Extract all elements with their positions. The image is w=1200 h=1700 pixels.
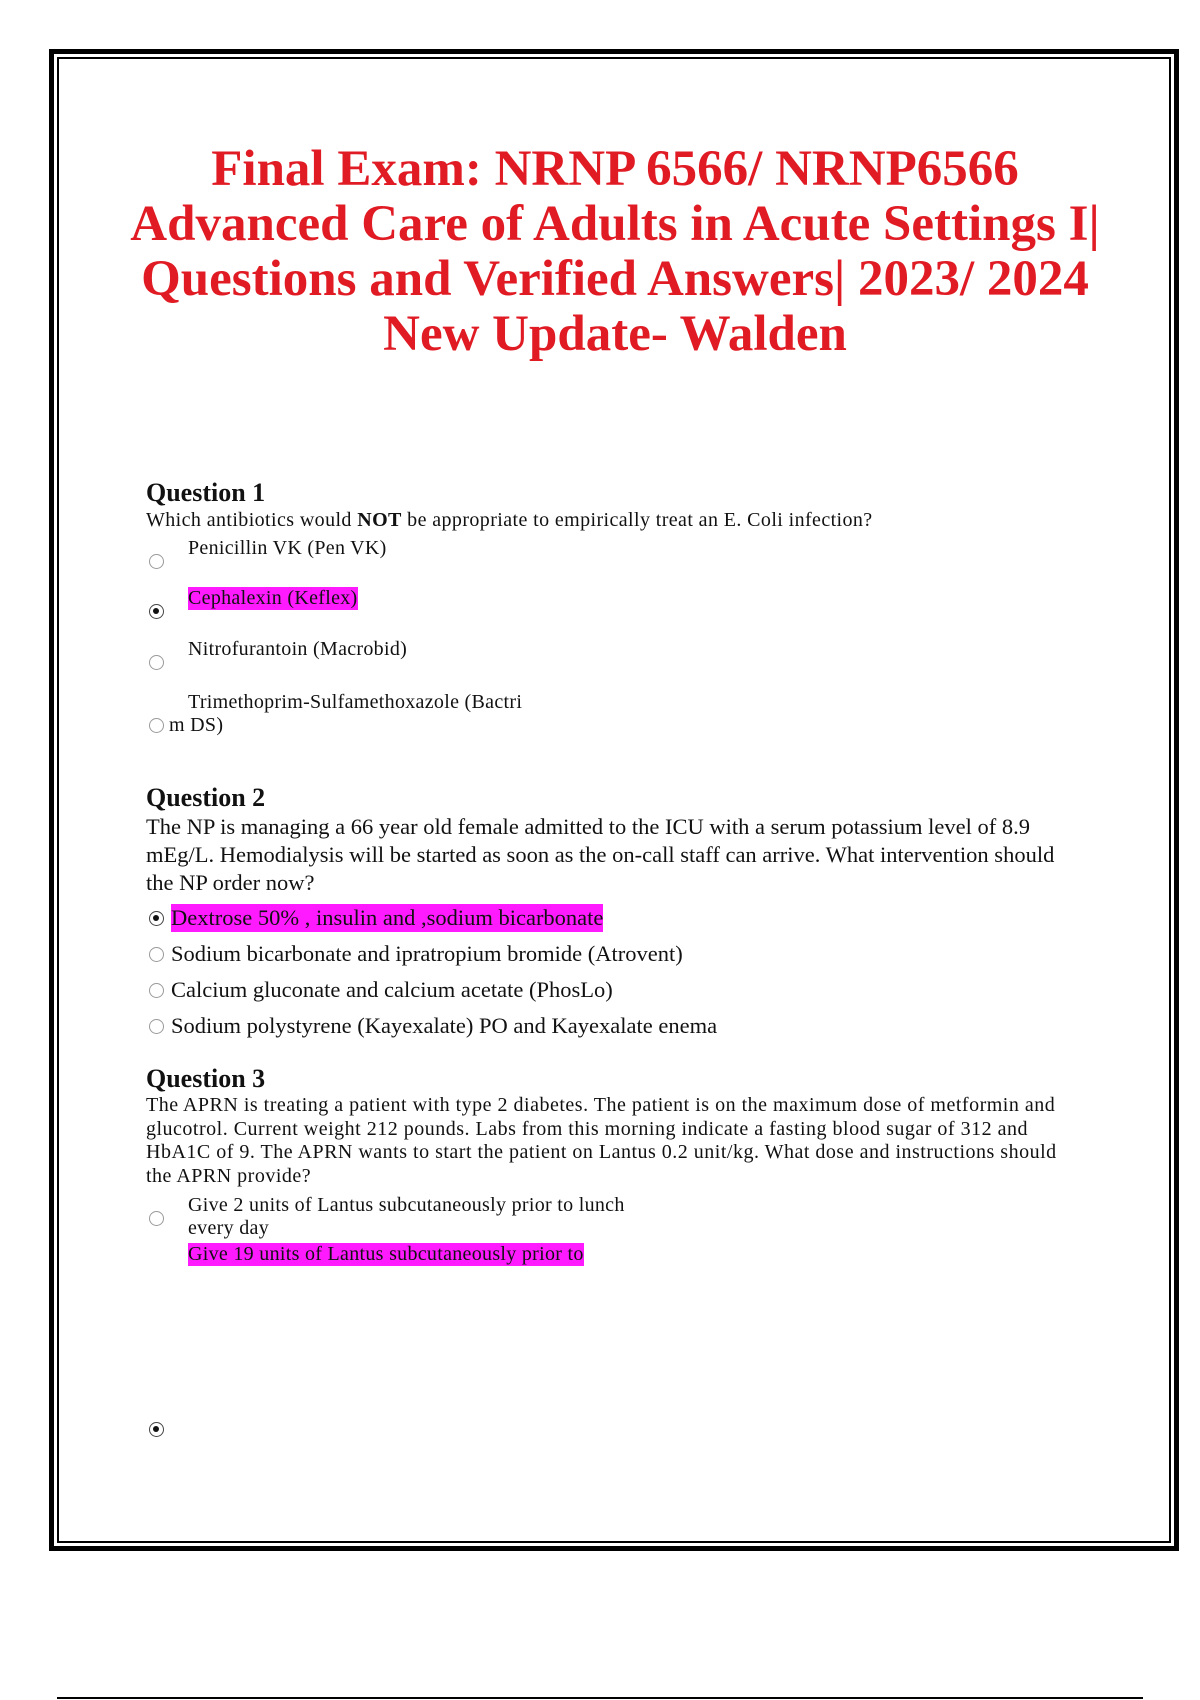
q1-option-1-label[interactable]: Penicillin VK (Pen VK) <box>188 537 387 559</box>
question-3-heading: Question 3 <box>146 1064 266 1093</box>
q2-option-2-radio[interactable] <box>149 947 164 962</box>
question-1-text-end: be appropriate to empirically treat an E. Coli infection? <box>401 509 873 531</box>
q3-option-1-label-line1[interactable]: Give 2 units of Lantus subcutaneously prior to lunch <box>188 1194 625 1216</box>
q1-option-4-label-line2[interactable]: m DS) <box>169 714 224 736</box>
q1-option-2-radio[interactable] <box>149 604 164 619</box>
q3-option-1-label-line2[interactable]: every day <box>188 1217 269 1239</box>
question-1-text-emphasis: NOT <box>357 509 402 531</box>
q1-option-3-label[interactable]: Nitrofurantoin (Macrobid) <box>188 638 408 660</box>
question-2-heading: Question 2 <box>146 783 266 812</box>
q1-option-4-radio[interactable] <box>149 718 164 733</box>
question-2 <box>146 783 1076 897</box>
q2-option-2-label[interactable]: Sodium bicarbonate and ipratropium bromide (Atrovent) <box>171 941 683 966</box>
document-title: Final Exam: NRNP 6566/ NRNP6566 Advanced Care of Adults in Acute Settings I| Questions and Verified Answers| 2023/ 2024 New Update- Walden <box>130 141 1100 362</box>
question-1-text-start: Which antibiotics would <box>146 509 358 531</box>
q2-option-1-radio[interactable] <box>149 911 164 926</box>
q3-option-2-label[interactable]: Give 19 units of Lantus subcutaneously prior to <box>188 1243 584 1265</box>
q3-option-1-radio[interactable] <box>149 1211 164 1226</box>
q2-option-4-radio[interactable] <box>149 1019 164 1034</box>
question-3 <box>146 1064 1076 1188</box>
q2-option-1-label[interactable]: Dextrose 50% , insulin and ,sodium bicarbonate <box>171 905 604 930</box>
q3-option-2-radio[interactable] <box>149 1422 164 1437</box>
q1-option-4-label-line1[interactable]: Trimethoprim-Sulfamethoxazole (Bactri <box>188 691 523 713</box>
q1-option-3-radio[interactable] <box>149 655 164 670</box>
question-2-text: The NP is managing a 66 year old female admitted to the ICU with a serum potassium level of 8.9 mEg/L. Hemodialysis will be started as soon as the on-call staff can arrive. What intervention should the NP order now? <box>146 814 1055 895</box>
question-1-heading: Question 1 <box>146 478 266 507</box>
q1-option-1-radio[interactable] <box>149 554 164 569</box>
q2-option-3-label[interactable]: Calcium gluconate and calcium acetate (PhosLo) <box>171 977 613 1002</box>
question-3-text: The APRN is treating a patient with type 2 diabetes. The patient is on the maximum dose of metformin and glucotrol. Current weight 212 pounds. Labs from this morning indicate a fasting blood sugar of 312 and HbA1C of 9. The APRN wants to start the patient on Lantus 0.2 unit/kg. What dose and instructions should the APRN provide? <box>146 1094 1057 1187</box>
question-1-text <box>146 508 1076 532</box>
question-1 <box>146 478 1076 532</box>
q2-option-4-label[interactable]: Sodium polystyrene (Kayexalate) PO and Kayexalate enema <box>171 1013 718 1038</box>
page-break-rule <box>57 1697 1143 1699</box>
q2-option-3-radio[interactable] <box>149 983 164 998</box>
q1-option-2-label[interactable]: Cephalexin (Keflex) <box>188 587 358 609</box>
